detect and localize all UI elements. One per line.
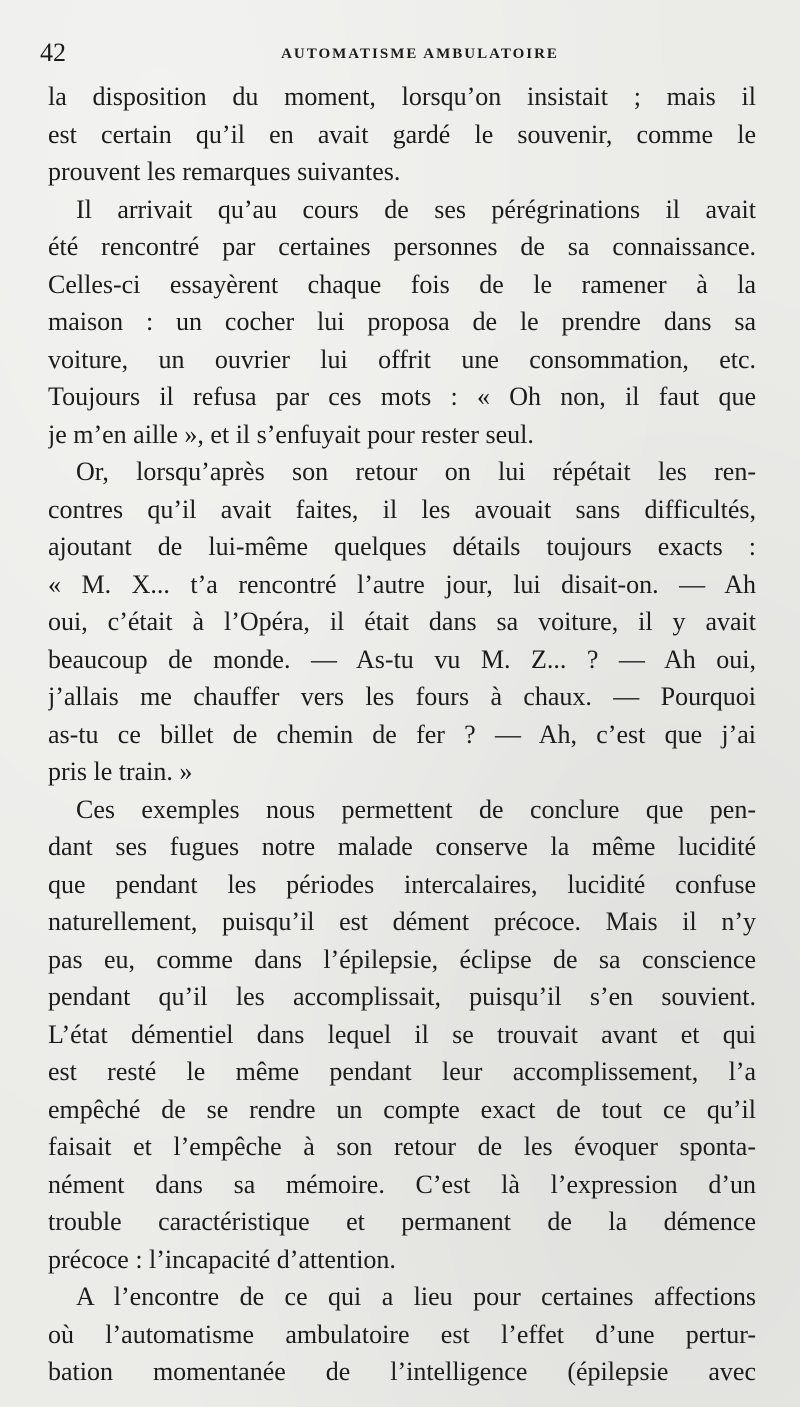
text-line: naturellement, puisqu’il est dément précoce. Mais il n’y — [48, 907, 756, 936]
text-line: nément dans sa mémoire. C’est là l’expression d’un — [48, 1169, 756, 1199]
text-line: Or, lorsqu’après son retour on lui répétait les ren- — [76, 457, 756, 486]
text-line: la disposition du moment, lorsqu’on insistait ; mais il — [48, 82, 756, 111]
text-line: voiture, un ouvrier lui offrit une consommation, etc. — [48, 344, 756, 374]
text-line: pris le train. » — [48, 757, 193, 786]
text-line: A l’encontre de ce qui a lieu pour certaines affections — [76, 1282, 756, 1311]
text-line: prouvent les remarques suivantes. — [48, 157, 401, 186]
page-number: 42 — [40, 38, 66, 67]
text-line: est certain qu’il en avait gardé le souvenir, comme le — [48, 119, 756, 149]
text-line: empêché de se rendre un compte exact de tout ce qu’il — [48, 1094, 756, 1124]
text-line: trouble caractéristique et permanent de la démence — [48, 1207, 756, 1236]
text-line: maison : un cocher lui proposa de le prendre dans sa — [48, 307, 756, 336]
text-line: bation momentanée de l’intelligence (épilepsie avec — [48, 1357, 756, 1386]
text-line: pas eu, comme dans l’épilepsie, éclipse de sa conscience — [48, 944, 756, 974]
text-line: dant ses fugues notre malade conserve la même lucidité — [48, 832, 756, 861]
text-line: Ces exemples nous permettent de conclure que pen- — [76, 794, 756, 824]
text-line: est resté le même pendant leur accomplissement, l’a — [48, 1057, 756, 1086]
text-line: Il arrivait qu’au cours de ses pérégrinations il avait — [76, 194, 756, 224]
text-line: ajoutant de lui-même quelques détails toujours exacts : — [48, 532, 756, 561]
text-line: pendant qu’il les accomplissait, puisqu’il s’en souvient. — [48, 982, 756, 1011]
text-line: faisait et l’empêche à son retour de les évoquer sponta- — [48, 1132, 756, 1161]
text-line: où l’automatisme ambulatoire est l’effet d’une pertur- — [48, 1319, 756, 1349]
running-head — [40, 34, 760, 68]
text-line: que pendant les périodes intercalaires, lucidité confuse — [48, 869, 756, 899]
text-line: L’état démentiel dans lequel il se trouvait avant et qui — [48, 1019, 756, 1049]
text-line: été rencontré par certaines personnes de sa connaissance. — [48, 232, 756, 261]
text-line: beaucoup de monde. — As-tu vu M. Z... ? — Ah oui, — [48, 644, 756, 674]
text-line: oui, c’était à l’Opéra, il était dans sa voiture, il y avait — [48, 607, 756, 636]
text-line: « M. X... t’a rencontré l’autre jour, lui disait-on. — Ah — [48, 569, 756, 599]
text-line: je m’en aille », et il s’enfuyait pour rester seul. — [48, 419, 534, 449]
text-line: as-tu ce billet de chemin de fer ? — Ah, c’est que j’ai — [48, 719, 756, 749]
text-line: Toujours il refusa par ces mots : « Oh non, il faut que — [48, 382, 756, 411]
text-line: contres qu’il avait faites, il les avouait sans difficultés, — [48, 494, 756, 524]
text-line: précoce : l’incapacité d’attention. — [48, 1244, 396, 1274]
text-line: Celles-ci essayèrent chaque fois de le ramener à la — [48, 269, 756, 299]
body-text — [48, 78, 756, 1391]
running-title: AUTOMATISME AMBULATOIRE — [281, 46, 559, 62]
text-line: j’allais me chauffer vers les fours à chaux. — Pourquoi — [48, 682, 756, 711]
